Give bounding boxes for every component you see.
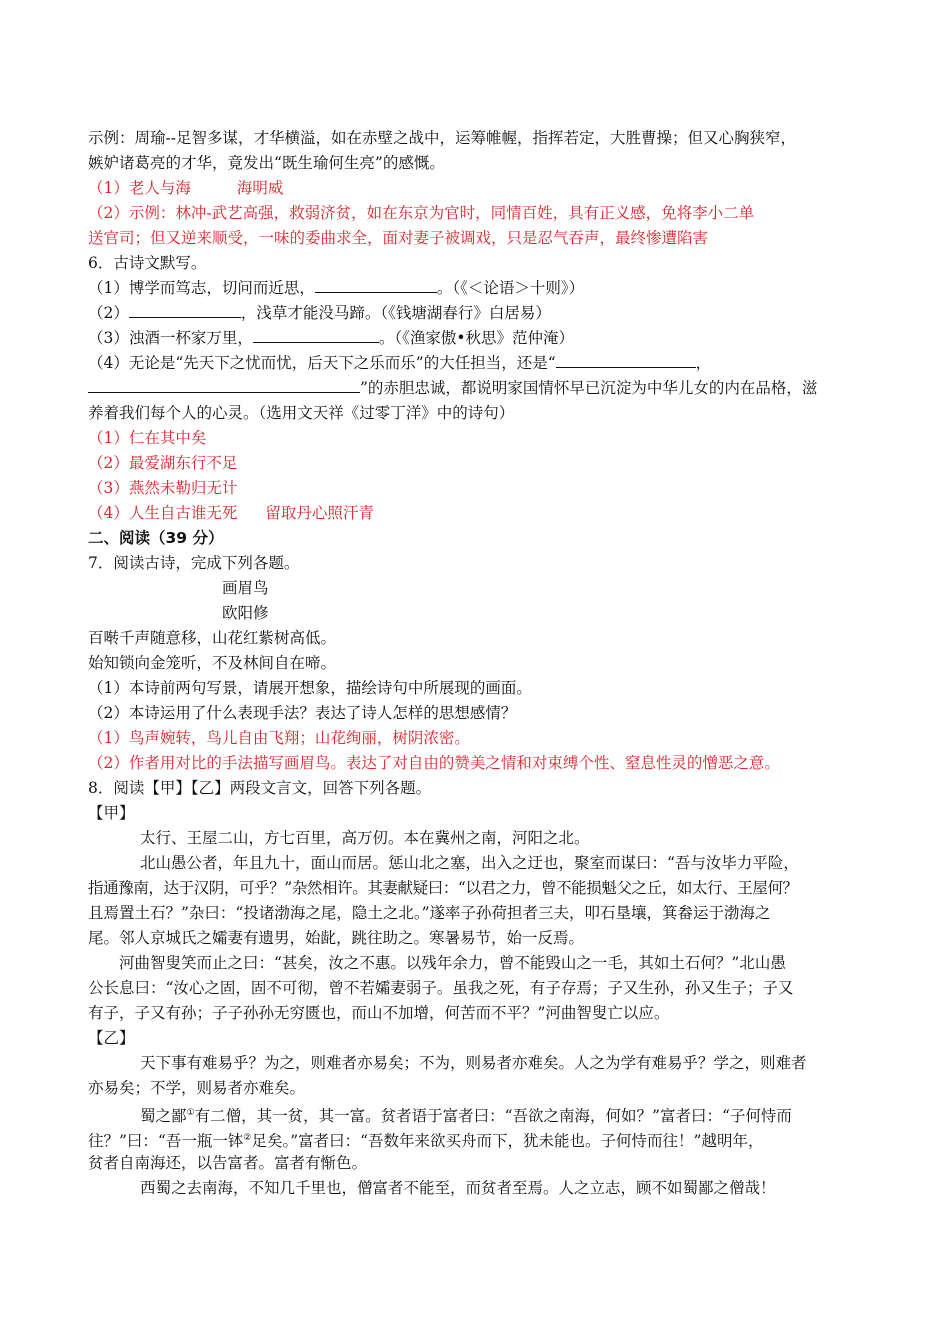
answer-line: （4）人生自古谁无死 留取丹心照汗青	[88, 504, 374, 522]
question-item: （3）浊酒一杯家万里， 。（《渔家傲•秋思》范仲淹）	[88, 329, 575, 347]
fill-blank	[556, 352, 696, 368]
answer-line: （2）最爱湖东行不足	[88, 454, 238, 472]
question-title: 8．阅读【甲】【乙】两段文言文，回答下列各题。	[88, 779, 432, 797]
fill-blank	[253, 327, 379, 343]
passage-line: 往？”曰：“吾一瓶一钵②足矣。”富者曰：“吾数年来欲买舟而下，犹未能也。子何恃而往！”越明年，	[88, 1132, 764, 1151]
passage-line: 指通豫南，达于汉阴，可乎？”杂然相许。其妻献疑曰：“以君之力，曾不能损魁父之丘，如太行、王屋何？	[88, 879, 798, 897]
passage-line: 北山愚公者，年且九十，面山而居。惩山北之塞，出入之迂也，聚室而谋曰：“吾与汝毕力平险，	[140, 854, 799, 872]
footnote-marker: ②	[243, 1133, 252, 1143]
passage-line: 西蜀之去南海，不知几千里也，僧富者不能至，而贫者至焉。人之立志，顾不如蜀鄙之僧哉！	[140, 1179, 776, 1197]
passage-line: 贫者自南海还，以告富者。富者有惭色。	[88, 1154, 368, 1172]
section-heading: 二、阅读（39 分）	[88, 529, 224, 547]
answer-line: （3）燕然未勒归无计	[88, 479, 238, 497]
fill-blank	[129, 302, 241, 318]
question-item: （2） ，浅草才能没马蹄。（《钱塘湖春行》白居易）	[88, 304, 551, 322]
passage-line: 天下事有难易乎？为之，则难者亦易矣；不为，则易者亦难矣。人之为学有难易乎？学之，则难者	[140, 1054, 807, 1072]
fill-blank	[88, 377, 360, 393]
document-page	[88, 126, 868, 1201]
answer-line: （2）作者用对比的手法描写画眉鸟。表达了对自由的赞美之情和对束缚个性、窒息性灵的憎恶之意。	[88, 754, 780, 772]
passage-line: 蜀之鄙①有二僧，其一贫，其一富。贫者语于富者曰：“吾欲之南海，何如？”富者曰：“子何恃而	[140, 1107, 792, 1126]
question-title: 7．阅读古诗，完成下列各题。	[88, 554, 300, 572]
answer-line: 送官司；但又逆来顺受，一味的委曲求全，面对妻子被调戏，只是忍气吞声，最终惨遭陷害	[88, 229, 709, 247]
question-title: 6．古诗文默写。	[88, 254, 207, 272]
question-item: （2）本诗运用了什么表现手法？表达了诗人怎样的思想感情？	[88, 704, 517, 722]
answer-line: （2）示例：林冲-武艺高强，救弱济贫，如在东京为官时，同情百姓，具有正义感，免将李小二单	[88, 204, 755, 222]
answer-line: （1）老人与海 海明威	[88, 179, 284, 197]
passage-line: 河曲智叟笑而止之曰：“甚矣，汝之不惠。以残年余力，曾不能毁山之一毛，其如土石何？”北山愚	[119, 954, 786, 972]
answer-line: （1）仁在其中矣	[88, 429, 207, 447]
poem-author: 欧阳修	[222, 604, 269, 622]
passage-line: 且焉置土石？”杂曰：“投诸渤海之尾，隐土之北。”遂率子孙荷担者三夫，叩石垦壤，箕畚运于渤海之	[88, 904, 771, 922]
question-item: 养着我们每个人的心灵。（选用文天祥《过零丁洋》中的诗句）	[88, 404, 515, 422]
poem-title: 画眉鸟	[222, 579, 269, 597]
passage-label: 【甲】	[88, 804, 135, 822]
question-item: （1）本诗前两句写景，请展开想象，描绘诗句中所展现的画面。	[88, 679, 532, 697]
question-item: （1）博学而笃志，切问而近思， 。（《＜论语＞十则》）	[88, 279, 585, 297]
passage-label: 【乙】	[88, 1029, 135, 1047]
answer-line: （1）鸟声婉转，鸟儿自由飞翔；山花绚丽，树阴浓密。	[88, 729, 470, 747]
poem-line: 始知锁向金笼听，不及林间自在啼。	[88, 654, 337, 672]
passage-line: 太行、王屋二山，方七百里，高万仞。本在冀州之南，河阳之北。	[140, 829, 590, 847]
question-item: ”的赤胆忠诚，都说明家国情怀早已沉淀为中华儿女的内在品格，滋	[88, 376, 868, 401]
passage-line: 有子，子又有孙；子子孙孙无穷匮也，而山不加增，何苦而不平？”河曲智叟亡以应。	[88, 1004, 670, 1022]
fill-blank	[315, 277, 437, 293]
passage-line: 尾。邻人京城氏之孀妻有遗男，始龀，跳往助之。寒暑易节，始一反焉。	[88, 929, 585, 947]
footnote-marker: ①	[186, 1108, 195, 1118]
poem-line: 百啭千声随意移，山花红紫树高低。	[88, 629, 337, 647]
passage-line: 公长息曰：“汝心之固，固不可彻，曾不若孀妻弱子。虽我之死，有子存焉；子又生孙，孙又生子；子又	[88, 979, 794, 997]
passage-line: 亦易矣；不学，则易者亦难矣。	[88, 1079, 306, 1097]
example-text-line: 示例：周瑜--足智多谋，才华横溢，如在赤壁之战中，运筹帷幄，指挥若定，大胜曹操；但又心胸狭窄，	[88, 129, 796, 147]
example-text-line: 嫉妒诸葛亮的才华，竟发出“既生瑜何生亮”的感慨。	[88, 154, 445, 172]
question-item: （4）无论是“先天下之忧而忧，后天下之乐而乐”的大任担当，还是“ ，	[88, 354, 712, 372]
